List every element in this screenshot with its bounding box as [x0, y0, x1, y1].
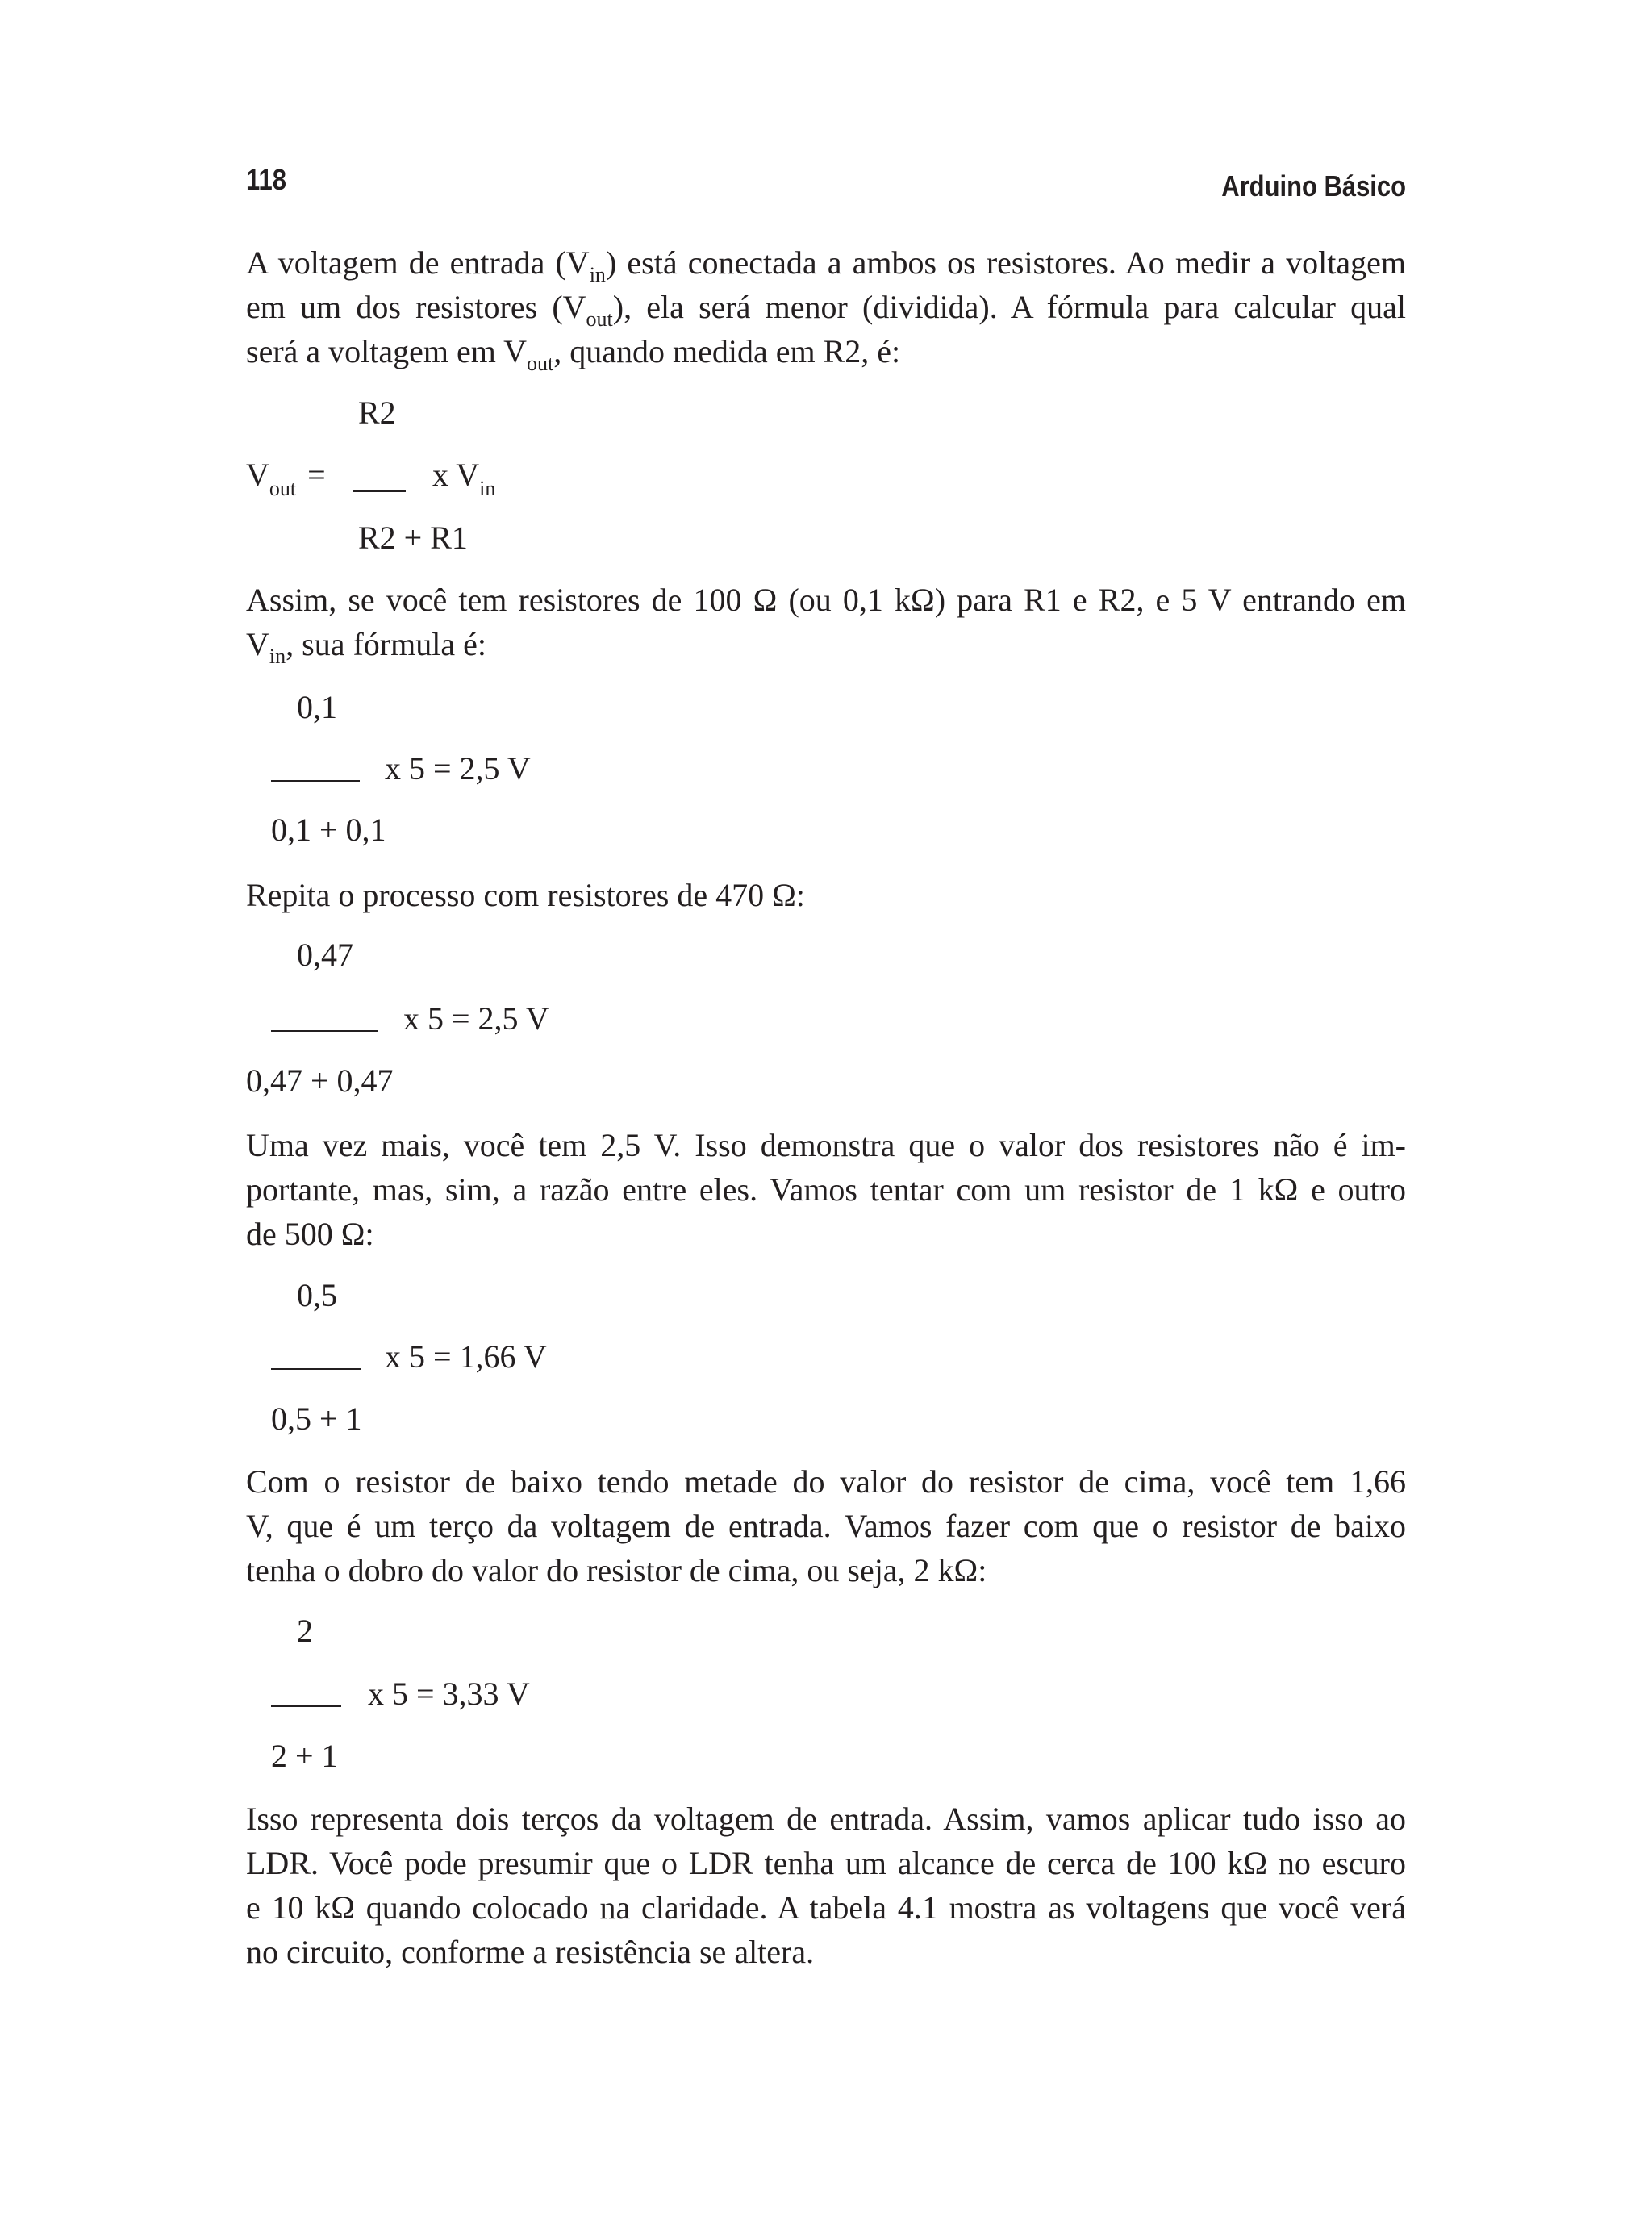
- text-line: LDR. Você pode presumir que o LDR tenha um alcance de cerca de 100 kΩ no escuro: [246, 1845, 1406, 1881]
- formula-numerator: R2: [358, 394, 396, 431]
- example1-numerator: 0,1: [297, 689, 337, 725]
- text-line: V, que é um terço da voltagem de entrada. Vamos fazer com que o resistor de baixo: [246, 1508, 1406, 1544]
- example3-denominator: 0,5 + 1: [271, 1400, 362, 1437]
- text-line: e 10 kΩ quando colocado na claridade. A tabela 4.1 mostra as voltagens que você verá: [246, 1889, 1406, 1926]
- text-line: tenha o dobro do valor do resistor de cima, ou seja, 2 kΩ:: [246, 1552, 987, 1588]
- example4-denominator: 2 + 1: [271, 1738, 338, 1774]
- example1-result: x 5 = 2,5 V: [385, 750, 531, 787]
- fraction-bar: [271, 780, 360, 782]
- example2-numerator: 0,47: [297, 937, 353, 973]
- paragraph-one-third: [246, 1459, 1406, 1592]
- paragraph-ldr: [246, 1797, 1406, 1974]
- text-line: Repita o processo com resistores de 470 Ω:: [246, 877, 805, 913]
- text-line: Com o resistor de baixo tendo metade do valor do resistor de cima, você tem 1,66: [246, 1463, 1406, 1500]
- example4-result: x 5 = 3,33 V: [368, 1676, 530, 1712]
- text-line: será a voltagem em $V_{out}$, quando medida em R2, é:: [246, 333, 901, 375]
- example1-denominator: 0,1 + 0,1: [271, 812, 386, 848]
- paragraph-example-100: [246, 578, 1406, 666]
- fraction-bar: [353, 490, 406, 492]
- paragraph-intro: [246, 240, 1406, 374]
- text-line: de 500 Ω:: [246, 1216, 374, 1252]
- formula-multiplier: x $V_{in}$: [432, 457, 496, 500]
- text-line: Uma vez mais, você tem 2,5 V. Isso demonstra que o valor dos resistores não é im-: [246, 1127, 1406, 1163]
- paragraph-ratio: [246, 1123, 1406, 1256]
- fraction-bar: [271, 1705, 341, 1707]
- example4-numerator: 2: [297, 1613, 313, 1649]
- fraction-bar: [271, 1030, 378, 1032]
- formula-lhs: $V_{out}$ =: [246, 457, 326, 500]
- text-line: em um dos resistores $(V_{out})$, ela será menor (dividida). A fórmula para calcular qual: [246, 289, 1407, 331]
- fraction-bar: [271, 1368, 361, 1370]
- text-line: Isso representa dois terços da voltagem de entrada. Assim, vamos aplicar tudo isso ao: [246, 1801, 1406, 1837]
- text-line: portante, mas, sim, a razão entre eles. Vamos tentar com um resistor de 1 kΩ e outro: [246, 1171, 1406, 1208]
- example3-result: x 5 = 1,66 V: [385, 1338, 547, 1375]
- text-line: $V_{in}$, sua fórmula é:: [246, 626, 486, 668]
- text-line: A voltagem de entrada $(V_{in})$ está conectada a ambos os resistores. Ao medir a voltagem: [246, 244, 1406, 286]
- running-header-title: Arduino Básico: [1221, 169, 1406, 202]
- example3-numerator: 0,5: [297, 1277, 337, 1313]
- text-line: Assim, se você tem resistores de 100 Ω (ou 0,1 kΩ) para R1 e R2, e 5 V entrando em: [246, 582, 1406, 618]
- formula-denominator: R2 + R1: [358, 520, 468, 556]
- example2-result: x 5 = 2,5 V: [403, 1000, 549, 1037]
- page-number: 118: [246, 163, 286, 196]
- paragraph-example-470: [246, 873, 1406, 917]
- text-line: no circuito, conforme a resistência se altera.: [246, 1934, 815, 1970]
- example2-denominator: 0,47 + 0,47: [246, 1062, 394, 1099]
